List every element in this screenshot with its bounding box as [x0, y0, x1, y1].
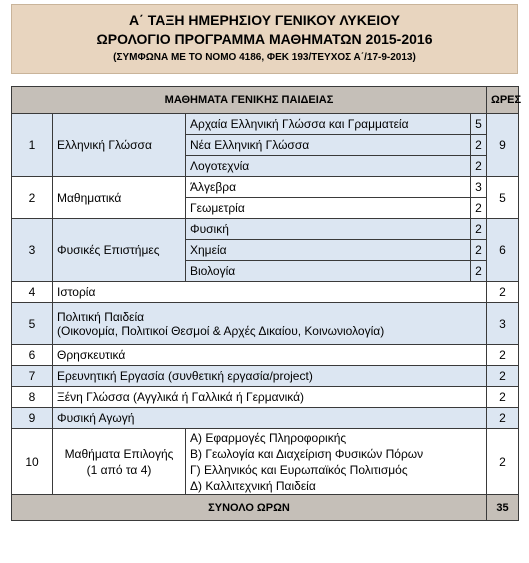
title-box	[11, 4, 518, 74]
title-line-1: Α΄ ΤΑΞΗ ΗΜΕΡΗΣΙΟΥ ΓΕΝΙΚΟΥ ΛΥΚΕΙΟΥ	[129, 12, 400, 28]
subsubject-name: Άλγεβρα	[186, 177, 471, 198]
row-number: 10	[12, 429, 53, 495]
total-hours: 35	[487, 495, 519, 521]
subject-name-line-1: Πολιτική Παιδεία	[57, 309, 145, 324]
subsubject-name: Γεωμετρία	[186, 198, 471, 219]
subject-hours: 9	[487, 114, 519, 177]
subsubject-hours: 3	[471, 177, 487, 198]
subjects-header: ΜΑΘΗΜΑΤΑ ΓΕΝΙΚΗΣ ΠΑΙΔΕΙΑΣ	[12, 87, 487, 114]
subsubject-name: Αρχαία Ελληνική Γλώσσα και Γραμματεία	[186, 114, 471, 135]
subject-name: Φυσικές Επιστήμες	[53, 219, 186, 282]
table-row	[12, 345, 519, 366]
subject-name-line-2: (1 από τα 4)	[86, 462, 152, 477]
row-number: 3	[12, 219, 53, 282]
elective-option: Β) Γεωλογία και Διαχείριση Φυσικών Πόρων	[190, 446, 424, 461]
subject-name: Ερευνητική Εργασία (συνθετική εργασία/project)	[53, 366, 487, 387]
table-row	[12, 408, 519, 429]
table-row	[12, 366, 519, 387]
subject-name-line-1: Μαθήματα Επιλογής	[64, 446, 174, 461]
subsubject-hours: 2	[471, 198, 487, 219]
subject-name: Ξένη Γλώσσα (Αγγλικά ή Γαλλικά ή Γερμανικά)	[53, 387, 487, 408]
subsubject-hours: 2	[471, 261, 487, 282]
total-label: ΣΥΝΟΛΟ ΩΡΩΝ	[12, 495, 487, 521]
total-row	[12, 495, 519, 521]
hours-header: ΩΡΕΣ	[487, 87, 519, 114]
elective-options	[186, 429, 487, 495]
table-row	[12, 114, 519, 135]
subsubject-hours: 2	[471, 156, 487, 177]
subsubject-name: Φυσική	[186, 219, 471, 240]
subject-hours: 2	[487, 429, 519, 495]
subject-name: Μαθηματικά	[53, 177, 186, 219]
table-row	[12, 282, 519, 303]
subsubject-name: Χημεία	[186, 240, 471, 261]
schedule-table	[11, 86, 522, 521]
subject-hours: 2	[487, 282, 519, 303]
subsubject-hours: 2	[471, 135, 487, 156]
elective-option: Α) Εφαρμογές Πληροφορικής	[190, 430, 347, 445]
subsubject-hours: 2	[471, 219, 487, 240]
subsubject-hours: 2	[471, 240, 487, 261]
subject-hours: 2	[487, 387, 519, 408]
subject-hours: 5	[487, 177, 519, 219]
table-row	[12, 303, 519, 345]
row-number: 8	[12, 387, 53, 408]
subject-name: Θρησκευτικά	[53, 345, 487, 366]
subject-name	[53, 303, 487, 345]
subject-name-line-2: (Οικονομία, Πολιτικοί Θεσμοί & Αρχές Δικαίου, Κοινωνιολογία)	[57, 323, 385, 338]
title-line-2: ΩΡΟΛΟΓΙΟ ΠΡΟΓΡΑΜΜΑ ΜΑΘΗΜΑΤΩΝ 2015-2016	[96, 31, 433, 47]
elective-option: Γ) Ελληνικός και Ευρωπαϊκός Πολιτισμός	[190, 462, 408, 477]
subject-hours: 2	[487, 345, 519, 366]
title-line-3: (ΣΥΜΦΩΝΑ ΜΕ ΤΟ ΝΟΜΟ 4186, ΦΕΚ 193/ΤΕΥΧΟΣ Α΄/17-9-2013)	[113, 52, 416, 63]
subject-name: Φυσική Αγωγή	[53, 408, 487, 429]
subject-hours: 2	[487, 366, 519, 387]
row-number: 5	[12, 303, 53, 345]
subject-hours: 2	[487, 408, 519, 429]
table-row	[12, 387, 519, 408]
row-number: 1	[12, 114, 53, 177]
subsubject-name: Νέα Ελληνική Γλώσσα	[186, 135, 471, 156]
row-number: 4	[12, 282, 53, 303]
subject-name	[53, 429, 186, 495]
subject-name: Ιστορία	[53, 282, 487, 303]
subject-hours: 3	[487, 303, 519, 345]
subject-hours: 6	[487, 219, 519, 282]
table-row	[12, 177, 519, 198]
table-header-row	[12, 87, 519, 114]
row-number: 2	[12, 177, 53, 219]
row-number: 9	[12, 408, 53, 429]
subsubject-hours: 5	[471, 114, 487, 135]
subsubject-name: Λογοτεχνία	[186, 156, 471, 177]
row-number: 7	[12, 366, 53, 387]
elective-option: Δ) Καλλιτεχνική Παιδεία	[190, 478, 316, 493]
row-number: 6	[12, 345, 53, 366]
subject-name: Ελληνική Γλώσσα	[53, 114, 186, 177]
table-row	[12, 219, 519, 240]
subsubject-name: Βιολογία	[186, 261, 471, 282]
table-row	[12, 429, 519, 495]
